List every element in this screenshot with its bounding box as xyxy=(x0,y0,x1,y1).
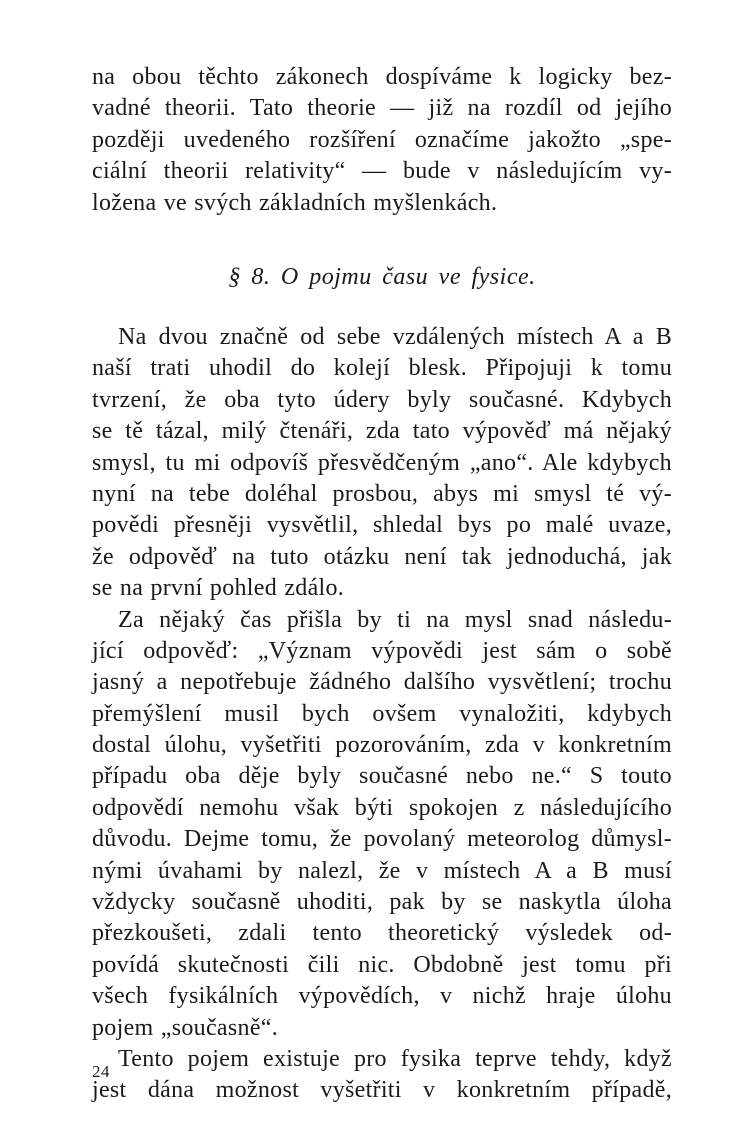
intro-paragraph xyxy=(92,62,672,219)
text-line: ciální theorii relativity“ — bude v následujícím vy- xyxy=(92,158,672,185)
text-line: později uvedeného rozšíření označíme jakožto „spe- xyxy=(92,126,672,153)
text-line: Tento pojem existuje pro fysika teprve tehdy, když xyxy=(118,1045,672,1072)
text-line: případu oba děje byly současné nebo ne.“ S touto xyxy=(92,763,672,790)
text-line: vždycky současně uhoditi, pak by se naskytla úloha xyxy=(92,889,672,916)
text-line: povídá skutečnosti čili nic. Obdobně jest tomu při xyxy=(92,951,672,978)
text-line: jící odpověď: „Význam výpovědi jest sám o sobě xyxy=(92,637,672,664)
text-line: že odpověď na tuto otázku není tak jednoduchá, jak xyxy=(92,543,672,570)
page-number: 24 xyxy=(92,1062,110,1081)
text-line: ložena ve svých základních myšlenkách. xyxy=(92,189,498,216)
text-line: naší trati uhodil do kolejí blesk. Připojuji k tomu xyxy=(92,355,672,382)
text-line: vadné theorii. Tato theorie — již na rozdíl od jejího xyxy=(92,95,672,122)
text-line: na obou těchto zákonech dospíváme k logicky bez- xyxy=(92,64,672,90)
text-line: jasný a nepotřebuje žádného dalšího vysvětlení; trochu xyxy=(92,669,672,696)
text-line: povědi přesněji vysvětlil, shledal bys po malé uvaze, xyxy=(92,512,672,539)
text-line: přemýšlení musil bych ovšem vynaložiti, kdybych xyxy=(92,700,672,727)
text-line: nyní na tebe doléhal prosbou, abys mi smysl té vý- xyxy=(92,480,672,507)
text-line: pojem „současně“. xyxy=(92,1014,279,1041)
body-text xyxy=(92,322,672,1107)
text-line: jest dána možnost vyšetřiti v konkretním případě, xyxy=(92,1077,672,1104)
text-line: odpovědí nemohu však býti spokojen z následujícího xyxy=(92,794,672,821)
text-line: smysl, tu mi odpovíš přesvědčeným „ano“. Ale kdybych xyxy=(92,449,672,476)
text-line: Za nějaký čas přišla by ti na mysl snad následu- xyxy=(118,606,672,633)
text-line: všech fysikálních výpovědích, v nichž hraje úlohu xyxy=(92,983,672,1010)
text-line: přezkoušeti, zdali tento theoretický výsledek od- xyxy=(92,920,672,947)
text-line: se tě tázal, milý čtenáři, zda tato výpověď má nějaký xyxy=(92,418,672,445)
text-line: nými úvahami by nalezl, že v místech A a B musí xyxy=(92,857,672,884)
text-line: tvrzení, že oba tyto údery byly současné. Kdybych xyxy=(92,386,672,413)
text-line: se na první pohled zdálo. xyxy=(92,575,345,602)
section-heading: § 8. O pojmu času ve fysice. xyxy=(228,264,536,290)
text-line: Na dvou značně od sebe vzdálených místech A a B xyxy=(118,324,672,350)
text-line: dostal úlohu, vyšetřiti pozorováním, zda v konkretním xyxy=(92,732,672,759)
text-line: důvodu. Dejme tomu, že povolaný meteorolog důmysl- xyxy=(92,826,672,853)
